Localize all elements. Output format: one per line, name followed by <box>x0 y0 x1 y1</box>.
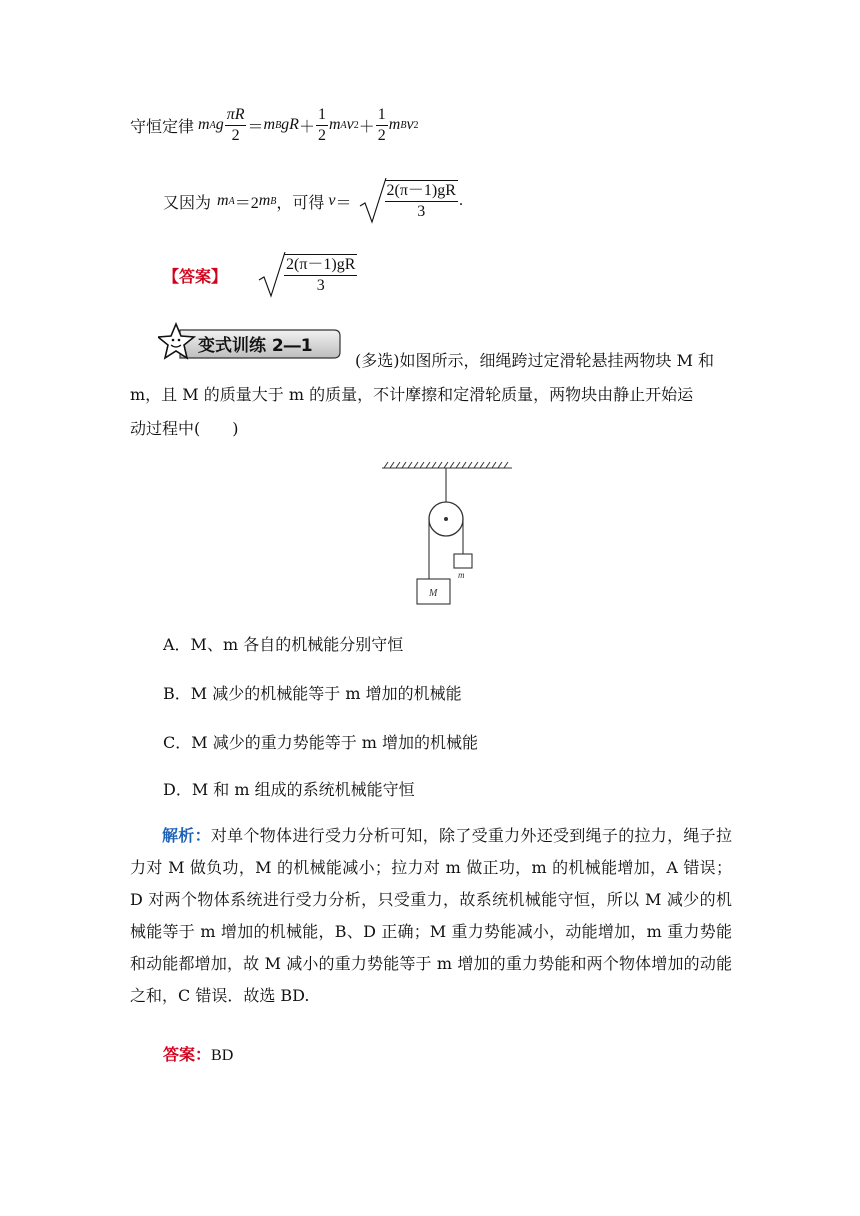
answer-row: 【答案】 $\frac{2(\pi-1)gR}{3}$ <box>163 250 358 300</box>
svg-text:m: m <box>458 570 465 580</box>
analysis-label: 解析： <box>162 826 211 845</box>
question-line-2: m，且 M 的质量大于 m 的质量，不计摩擦和定滑轮质量，两物块由静止开始运 <box>130 385 694 404</box>
pulley-diagram <box>380 458 520 608</box>
option-d[interactable]: D．M 和 m 组成的系统机械能守恒 <box>163 780 415 799</box>
question-line-3: 动过程中( ) <box>130 419 239 438</box>
answer-label: 【答案】 <box>163 266 228 286</box>
half-fraction-b: $\frac{1}{2}$ <box>377 105 386 144</box>
option-c[interactable]: C．M 减少的重力势能等于 m 增加的机械能 <box>163 733 479 752</box>
option-a[interactable]: A．M、m 各自的机械能分别守恒 <box>163 635 404 654</box>
svg-text:M: M <box>429 588 438 599</box>
badge-label: 变式训练 2―1 <box>198 336 313 356</box>
pi-r-over-2: $\frac{\pi R}{2}$ <box>226 105 245 144</box>
exercise-badge <box>158 322 342 368</box>
analysis-body: 对单个物体进行受力分析可知，除了受重力外还受到绳子的拉力，绳子拉力对 M 做负功，M 的机械能减小；拉力对 m 做正功，m 的机械能增加，A 错误；D 对两个物体系统进行受力分析，只受重力，故系统机械能守恒，所以 M 减少的机械能等于 m 增加的机械能，B、D 正确；M 重力势能减小，动能增加，m 重力势能和动能都增加，故 M 减小的重力势能等于 m 增加的重力势能和两个物体增加的动能之和，C 错误．故选 BD. <box>130 826 732 1005</box>
option-b[interactable]: B．M 减少的机械能等于 m 增加的机械能 <box>163 684 462 703</box>
half-fraction-a: $\frac{1}{2}$ <box>317 105 326 144</box>
sqrt-sign-icon <box>358 176 388 226</box>
sqrt-sign-icon <box>257 250 287 300</box>
ceiling-hatch <box>382 462 512 468</box>
conservation-equation: 守恒定律 m A g $\frac{\pi R}{2}$ ＝ m B gR ＋ $\frac{1}{2}$ m A v 2 ＋ $\frac{1}{2}$ m B v 2 <box>130 105 419 144</box>
eq1-prefix: 守恒定律 <box>130 116 195 136</box>
velocity-equation: 又因为 m A ＝2 m B ，可得 v ＝ $\frac{2(\pi-1)gR}{3}$ . <box>163 176 463 226</box>
final-answer <box>163 1042 233 1065</box>
block-m-small <box>454 554 472 568</box>
question-line-1: (多选)如图所示，细绳跨过定滑轮悬挂两物块 M 和 <box>355 351 715 370</box>
answer-label: 答案： <box>163 1045 212 1064</box>
analysis-paragraph <box>130 820 732 1012</box>
answer-value: BD <box>211 1047 234 1064</box>
